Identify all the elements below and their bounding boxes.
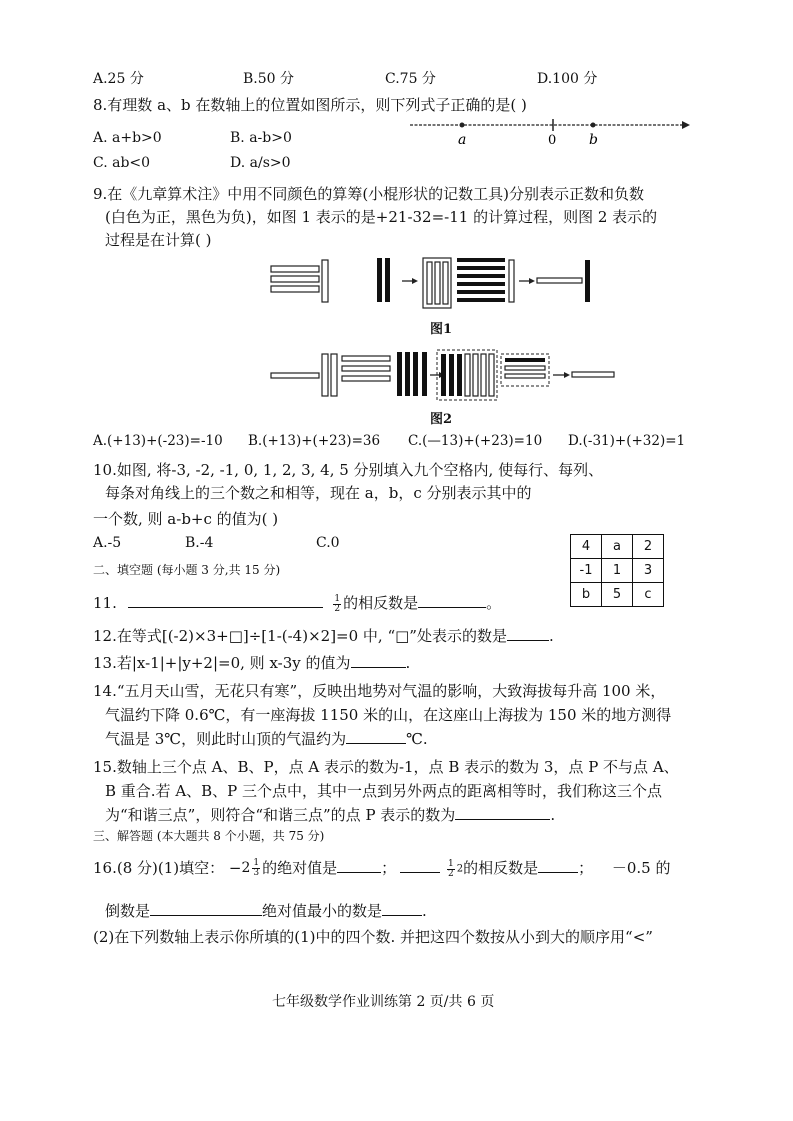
q10-option-a: A.-5: [93, 535, 122, 551]
q8-label-zero: 0: [548, 133, 557, 148]
q16-mixed-number: − 2 $\frac{1}{3}$: [228, 857, 260, 878]
q12-blank[interactable]: [507, 626, 549, 641]
q7-option-a: A.25 分: [93, 71, 144, 87]
section-3-heading: 三、解答题 (本大题共 8 个小题，共 75 分): [93, 829, 325, 843]
q16-line-2: 倒数是 绝对值最小的数是 .: [105, 902, 427, 920]
q11-end: 。: [486, 594, 502, 612]
q9-option-c: C.(—13)+(+23)=10: [408, 433, 543, 449]
q9-option-d: D.(-31)+(+32)=1: [568, 433, 686, 449]
q10-option-c: C.0: [316, 535, 340, 551]
section-2-heading: 二、填空题 (每小题 3 分,共 15 分): [93, 563, 281, 577]
q8-option-b: B. a-b>0: [230, 130, 292, 146]
q16-text-1: 的绝对值是: [262, 859, 338, 877]
grid-cell: c: [633, 583, 664, 607]
figure-2-counting-rods: [265, 346, 625, 404]
q15-line-1: 15.数轴上三个点 A、B、P，点 A 表示的数为-1，点 B 表示的数为 3，点 P 不与点 A、: [93, 758, 679, 776]
q11-blank-2[interactable]: [418, 593, 486, 608]
q16-blank-4[interactable]: [150, 901, 262, 916]
q10-stem-line-1: 10.如图, 将-3, -2, -1, 0, 1, 2, 3, 4, 5 分别填入九个空格内, 使每行、每列、: [93, 461, 604, 479]
q16-blank-5[interactable]: [382, 901, 422, 916]
q16-text-4: 倒数是: [105, 902, 151, 920]
q16-text-3: －0.5 的: [611, 859, 671, 877]
q16-text-2: 的相反数是: [463, 859, 539, 877]
q9-option-b: B.(+13)+(+23)=36: [248, 433, 381, 449]
q13-text: 13.若|x-1|+|y+2|=0, 则 x-3y 的值为: [93, 654, 351, 672]
q12-text: 12.在等式[(-2)×3+□]÷[1-(-4)×2]=0 中, “□”处表示的数是: [93, 627, 507, 645]
q14-blank[interactable]: [346, 729, 406, 744]
q10-stem-line-3: 一个数, 则 a-b+c 的值为( ): [93, 510, 279, 528]
q15-line-3: [105, 804, 555, 825]
q11-text: 的相反数是: [343, 594, 419, 612]
q11-number: 11.: [93, 594, 117, 612]
q14-end: ℃.: [406, 730, 428, 748]
q13-blank[interactable]: [351, 653, 406, 668]
q11-blank-1[interactable]: [128, 593, 323, 608]
q9-stem-line-2: (白色为正，黑色为负)，如图 1 表示的是+21-32=-11 的计算过程，则图 2 表示的: [105, 208, 658, 226]
q16-line-1: 16.(8 分)(1)填空： − 2 $\frac{1}{3}$ 的绝对值是 ； $\frac{1}{2}$ 2的相反数是 ； －0.5 的: [93, 857, 671, 879]
q14-text: 气温是 3℃，则此时山顶的气温约为: [105, 730, 347, 748]
figure-1-counting-rods: [265, 252, 595, 314]
q15-text: 为“和谐三点”，则符合“和谐三点”的点 P 表示的数为: [105, 806, 456, 824]
grid-cell: 4: [571, 535, 602, 559]
q8-option-c: C. ab<0: [93, 155, 151, 171]
q8-option-a: A. a+b>0: [93, 130, 162, 146]
q15-blank[interactable]: [455, 805, 550, 820]
q14-line-1: 14.“五月天山雪，无花只有寒”，反映出地势对气温的影响，大致海拔每升高 100 米，: [93, 682, 666, 700]
q7-option-d: D.100 分: [537, 71, 598, 87]
q8-number-line: [410, 112, 690, 152]
q16-blank-3[interactable]: [538, 858, 578, 873]
figure-1-caption: 图1: [430, 322, 453, 337]
grid-cell: a: [602, 535, 633, 559]
q10-stem-line-2: 每条对角线上的三个数之和相等，现在 a，b，c 分别表示其中的: [105, 484, 532, 502]
q15-end: .: [550, 806, 556, 824]
figure-2-caption: 图2: [430, 412, 453, 427]
q11: [93, 592, 501, 614]
q14-line-3: [105, 728, 428, 749]
q9-stem-line-3: 过程是在计算( ): [105, 231, 212, 249]
q12-end: .: [548, 627, 554, 645]
q8-option-d: D. a/s>0: [230, 155, 291, 171]
grid-cell: 3: [633, 559, 664, 583]
q9-stem-line-1: 9.在《九章算术注》中用不同颜色的算筹(小棍形状的记数工具)分别表示正数和负数: [93, 185, 645, 203]
grid-cell: b: [571, 583, 602, 607]
q13: [93, 652, 410, 673]
q8-label-a: a: [458, 132, 467, 148]
q7-option-b: B.50 分: [243, 71, 295, 87]
grid-cell: 1: [602, 559, 633, 583]
q16-prefix: 16.(8 分)(1)填空：: [93, 859, 225, 877]
q12: [93, 625, 554, 646]
q14-line-2: 气温约下降 0.6℃，有一座海拔 1150 米的山，在这座山上海拔为 150 米的地方测得: [105, 706, 672, 724]
q16-blank-2[interactable]: [400, 858, 440, 873]
q8-stem: 8.有理数 a、b 在数轴上的位置如图所示，则下列式子正确的是( ): [93, 96, 527, 114]
q9-option-a: A.(+13)+(-23)=-10: [93, 433, 223, 449]
grid-cell: -1: [571, 559, 602, 583]
q16-blank-1[interactable]: [337, 858, 381, 873]
grid-cell: 2: [633, 535, 664, 559]
q7-option-c: C.75 分: [385, 71, 436, 87]
q13-end: .: [405, 654, 411, 672]
q8-label-b: b: [589, 132, 598, 148]
grid-cell: 5: [602, 583, 633, 607]
q16-line-3: (2)在下列数轴上表示你所填的(1)中的四个数. 并把这四个数按从小到大的顺序用“<”: [93, 928, 653, 946]
magic-square-grid: [570, 534, 664, 607]
q16-fraction: $\frac{1}{2}$: [447, 858, 454, 879]
q15-line-2: B 重合.若 A、B、P 三个点中，其中一点到另外两点的距离相等时，我们称这三个点: [105, 782, 663, 800]
q16-text-5: 绝对值最小的数是: [262, 902, 383, 920]
q10-option-b: B.-4: [185, 535, 214, 551]
page-footer: 七年级数学作业训练第 2 页/共 6 页: [272, 994, 495, 1010]
q11-fraction: $\frac{1}{2}$: [334, 593, 341, 614]
